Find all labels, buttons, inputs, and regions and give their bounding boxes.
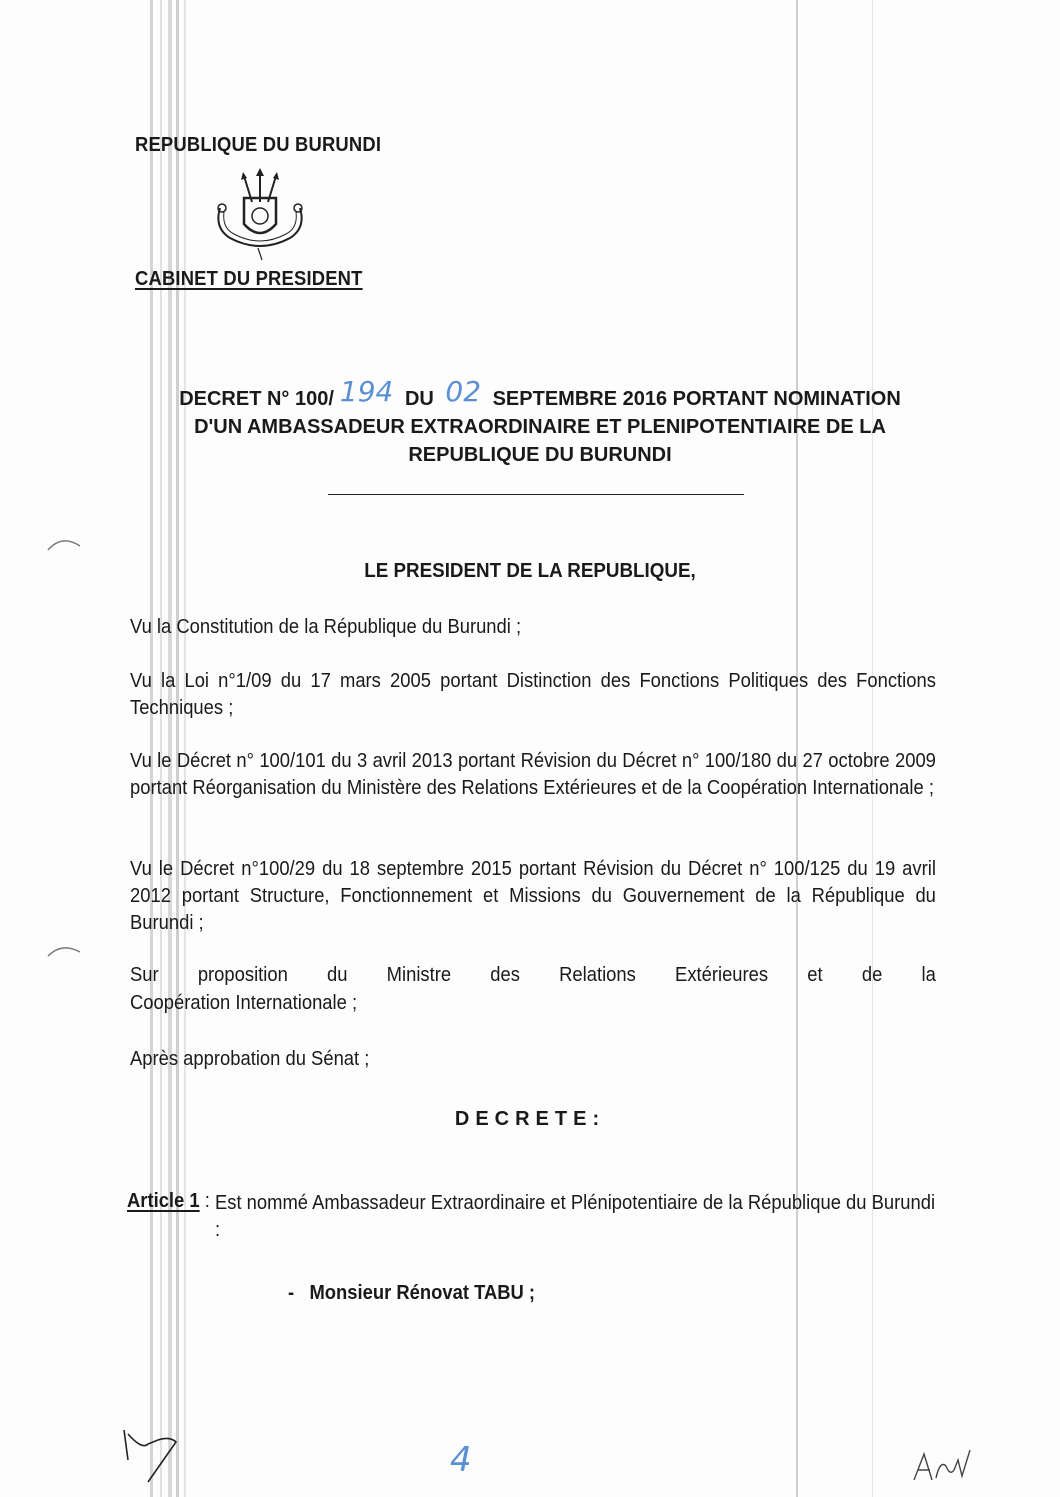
- word: Relations: [559, 964, 636, 986]
- coat-of-arms-icon: [210, 168, 310, 264]
- decree-number-prefix: DECRET N° 100/: [179, 388, 334, 410]
- word: des: [490, 964, 520, 986]
- title-divider: [328, 494, 744, 495]
- decree-title-line2: D'UN AMBASSADEUR EXTRAORDINAIRE ET PLENIPOTENTIAIRE DE LA: [194, 416, 886, 438]
- nominee: - Monsieur Rénovat TABU ;: [288, 1282, 536, 1304]
- visa-loi: Vu la Loi n°1/09 du 17 mars 2005 portant Distinction des Fonctions Politiques des Fonctions Techniques ;: [130, 670, 936, 719]
- handwritten-day: 02: [445, 375, 482, 408]
- visa-senat: Après approbation du Sénat ;: [130, 1048, 370, 1070]
- republic-header: REPUBLIQUE DU BURUNDI: [135, 134, 382, 156]
- handwritten-decree-number: 194: [339, 375, 394, 408]
- decree-title-line3: REPUBLIQUE DU BURUNDI: [408, 444, 672, 466]
- word: Ministre: [386, 964, 452, 986]
- handwritten-initial-left: [118, 1420, 188, 1490]
- article-1: [127, 1190, 937, 1244]
- handwritten-page-number: 4: [450, 1440, 472, 1480]
- decree-title: [120, 375, 960, 469]
- article-1-label: Article 1: [127, 1190, 200, 1212]
- word: proposition: [197, 964, 288, 986]
- title-line1-rest: SEPTEMBRE 2016 PORTANT NOMINATION: [492, 388, 901, 410]
- visa-decret-2015: Vu le Décret n°100/29 du 18 septembre 2015 portant Révision du Décret n° 100/125 du 19 avril 2012 portant Structure, Fonctionnement et Missions du Gouvernement de la République du Burundi ;: [130, 858, 936, 934]
- word: Extérieures: [675, 964, 769, 986]
- word: de: [861, 964, 883, 986]
- visa-constitution: Vu la Constitution de la République du Burundi ;: [130, 616, 522, 638]
- punch-hole-mark: [44, 940, 84, 964]
- word: la: [921, 964, 936, 986]
- cabinet-header: CABINET DU PRESIDENT: [135, 268, 363, 290]
- decree-title-line1: [120, 375, 960, 413]
- visa-proposition-line2: Coopération Internationale ;: [130, 992, 358, 1014]
- visa-decret-2013: Vu le Décret n° 100/101 du 3 avril 2013 portant Révision du Décret n° 100/180 du 27 octobre 2009 portant Réorganisation du Ministère des Relations Extérieures et de la Coopération Internationale ;: [130, 750, 936, 799]
- word: Sur: [130, 964, 159, 986]
- article-1-text: Est nommé Ambassadeur Extraordinaire et Plénipotentiaire de la République du Burundi :: [214, 1192, 936, 1241]
- word: du: [327, 964, 348, 986]
- visa-proposition-line1: [130, 964, 936, 987]
- handwritten-initial-right: [910, 1440, 980, 1490]
- decrete-heading: DECRETE:: [454, 1108, 606, 1130]
- president-heading: LE PRESIDENT DE LA REPUBLIQUE,: [364, 560, 696, 582]
- article-1-separator: :: [204, 1190, 210, 1212]
- punch-hole-mark: [44, 532, 84, 556]
- word: et: [807, 964, 823, 986]
- title-du: DU: [404, 388, 434, 410]
